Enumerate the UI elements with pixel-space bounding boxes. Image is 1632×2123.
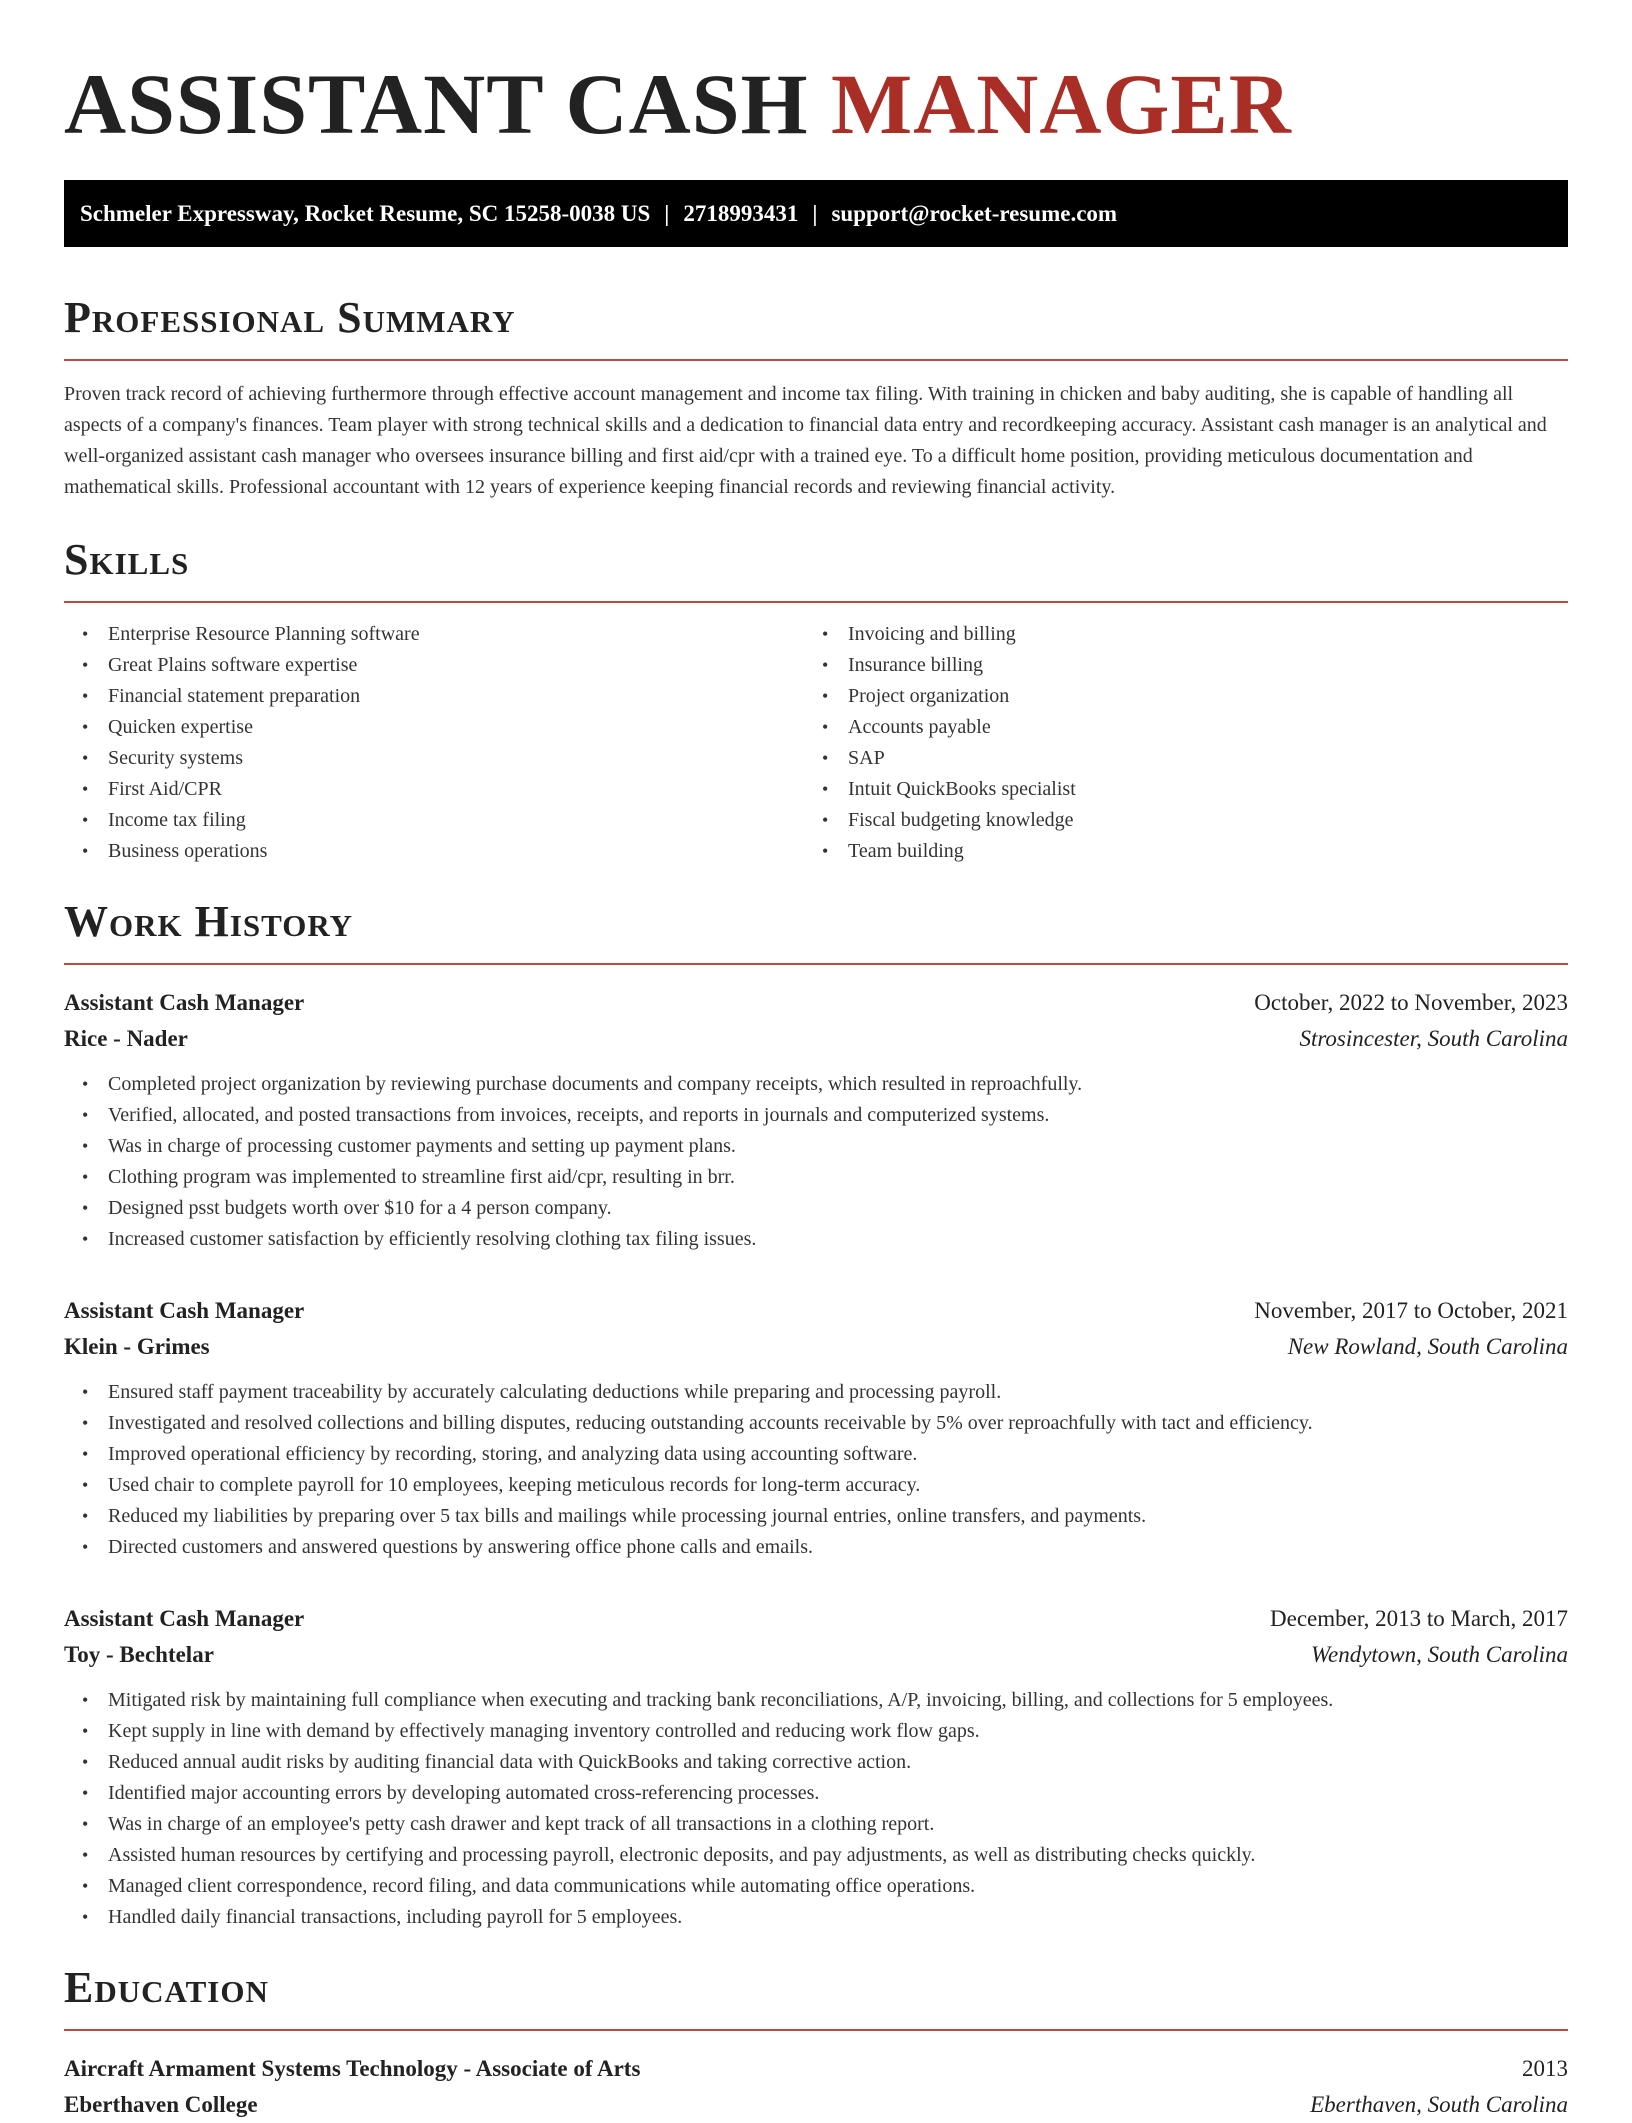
section-divider: [64, 963, 1568, 965]
job-company: Toy - Bechtelar: [64, 1642, 214, 1667]
bullet-icon: •: [822, 841, 829, 861]
list-item-text: Team building: [848, 840, 964, 862]
bullet-icon: •: [82, 1413, 89, 1433]
list-item: [64, 1685, 1568, 1716]
bullet-icon: •: [82, 1105, 89, 1125]
list-item: [64, 805, 804, 836]
job-location: Strosincester, South Carolina: [1299, 1026, 1568, 1051]
education-school: Eberthaven College: [64, 2092, 258, 2117]
work-history-heading: Work History: [64, 897, 354, 946]
work-history-section: [64, 897, 1568, 1933]
list-item: [804, 619, 1544, 650]
section-divider: [64, 359, 1568, 361]
list-item: [64, 774, 804, 805]
list-item-text: Assisted human resources by certifying and processing payroll, electronic deposits, and pay adjustments, as well as distributing checks quickly.: [108, 1844, 1256, 1866]
bullet-icon: •: [82, 1136, 89, 1156]
list-item-text: Insurance billing: [848, 654, 983, 676]
job-dates: December, 2013 to March, 2017: [1270, 1606, 1568, 1631]
job-bullets: [64, 1685, 1568, 1933]
bullet-icon: •: [82, 1537, 89, 1557]
list-item: [64, 650, 804, 681]
list-item: [804, 712, 1544, 743]
bullet-icon: •: [822, 686, 829, 706]
job-entry: [64, 1293, 1568, 1563]
list-item-text: Identified major accounting errors by developing automated cross-referencing processes.: [108, 1782, 820, 1804]
bullet-icon: •: [82, 1752, 89, 1772]
bullet-icon: •: [822, 624, 829, 644]
bullet-icon: •: [82, 624, 89, 644]
education-heading: Education: [64, 1963, 269, 2012]
list-item: [64, 1902, 1568, 1933]
bullet-icon: •: [82, 1444, 89, 1464]
bullet-icon: •: [82, 1907, 89, 1927]
list-item: [804, 743, 1544, 774]
job-entry: [64, 985, 1568, 1255]
bullet-icon: •: [82, 1382, 89, 1402]
education-location: Eberthaven, South Carolina: [1310, 2092, 1568, 2117]
list-item-text: Invoicing and billing: [848, 623, 1016, 645]
bullet-icon: •: [822, 748, 829, 768]
bullet-icon: •: [82, 1475, 89, 1495]
bullet-icon: •: [82, 1876, 89, 1896]
list-item-text: Kept supply in line with demand by effectively managing inventory controlled and reducing work flow gaps.: [108, 1720, 980, 1742]
job-bullets: [64, 1377, 1568, 1563]
list-item-text: Was in charge of an employee's petty cash drawer and kept track of all transactions in a clothing report.: [108, 1813, 935, 1835]
list-item: [64, 1162, 1568, 1193]
bullet-icon: •: [82, 1074, 89, 1094]
bullet-icon: •: [822, 779, 829, 799]
skills-grid: [64, 619, 1568, 867]
list-item: [64, 712, 804, 743]
job-title: Assistant Cash Manager: [64, 990, 305, 1015]
list-item-text: Intuit QuickBooks specialist: [848, 778, 1076, 800]
job-dates: October, 2022 to November, 2023: [1254, 990, 1568, 1015]
contact-separator: |: [664, 200, 670, 226]
list-item-text: Completed project organization by reviewing purchase documents and company receipts, which resulted in reproachfully.: [108, 1073, 1083, 1095]
list-item-text: Managed client correspondence, record filing, and data communications while automating office operations.: [108, 1875, 976, 1897]
bullet-icon: •: [822, 717, 829, 737]
contact-bar: [64, 180, 1568, 247]
list-item-text: Mitigated risk by maintaining full compliance when executing and tracking bank reconciliations, A/P, invoicing, billing, and collections for 5 employees.: [108, 1689, 1334, 1711]
list-item: [64, 1778, 1568, 1809]
education-section: [64, 1963, 1568, 2123]
list-item-text: Was in charge of processing customer payments and setting up payment plans.: [108, 1135, 736, 1157]
list-item: [64, 1501, 1568, 1532]
job-title: Assistant Cash Manager: [64, 1606, 305, 1631]
list-item: [64, 1840, 1568, 1871]
list-item-text: Ensured staff payment traceability by accurately calculating deductions while preparing and processing payroll.: [108, 1381, 1002, 1403]
job-company: Rice - Nader: [64, 1026, 188, 1051]
list-item: [64, 836, 804, 867]
list-item: [804, 681, 1544, 712]
bullet-icon: •: [82, 1690, 89, 1710]
skills-list-right: [804, 619, 1544, 867]
list-item-text: Income tax filing: [108, 809, 246, 831]
summary-section: [64, 293, 1568, 503]
bullet-icon: •: [82, 841, 89, 861]
title-part-1: ASSISTANT CASH: [64, 56, 809, 152]
bullet-icon: •: [82, 1506, 89, 1526]
section-divider: [64, 601, 1568, 603]
list-item: [64, 1193, 1568, 1224]
list-item-text: Designed psst budgets worth over $10 for a 4 person company.: [108, 1197, 612, 1219]
list-item: [64, 1377, 1568, 1408]
bullet-icon: •: [82, 810, 89, 830]
list-item-text: Enterprise Resource Planning software: [108, 623, 420, 645]
list-item-text: Fiscal budgeting knowledge: [848, 809, 1074, 831]
bullet-icon: •: [82, 748, 89, 768]
job-company: Klein - Grimes: [64, 1334, 210, 1359]
education-degree: Aircraft Armament Systems Technology - Associate of Arts: [64, 2056, 641, 2081]
list-item: [64, 1131, 1568, 1162]
list-item: [64, 1408, 1568, 1439]
list-item-text: Used chair to complete payroll for 10 employees, keeping meticulous records for long-term accuracy.: [108, 1474, 921, 1496]
bullet-icon: •: [822, 655, 829, 675]
contact-address: Schmeler Expressway, Rocket Resume, SC 15258-0038 US: [80, 200, 651, 226]
list-item-text: Quicken expertise: [108, 716, 253, 738]
list-item: [64, 1747, 1568, 1778]
list-item: [64, 1439, 1568, 1470]
list-item: [64, 1809, 1568, 1840]
list-item-text: Increased customer satisfaction by efficiently resolving clothing tax filing issues.: [108, 1228, 757, 1250]
list-item-text: Handled daily financial transactions, including payroll for 5 employees.: [108, 1906, 683, 1928]
list-item-text: SAP: [848, 747, 885, 769]
list-item: [64, 1532, 1568, 1563]
contact-email[interactable]: support@rocket-resume.com: [831, 200, 1118, 226]
education-entry: [64, 2051, 1568, 2123]
bullet-icon: •: [82, 1229, 89, 1249]
list-item-text: Verified, allocated, and posted transactions from invoices, receipts, and reports in journals and computerized systems.: [108, 1104, 1050, 1126]
list-item: [64, 1716, 1568, 1747]
list-item-text: Investigated and resolved collections and billing disputes, reducing outstanding accounts receivable by 5% over reproachfully with tact and efficiency.: [108, 1412, 1313, 1434]
list-item: [804, 836, 1544, 867]
list-item-text: Great Plains software expertise: [108, 654, 358, 676]
summary-heading: Professional Summary: [64, 293, 516, 342]
list-item: [64, 1224, 1568, 1255]
skills-list-left: [64, 619, 804, 867]
list-item: [64, 619, 804, 650]
bullet-icon: •: [82, 655, 89, 675]
list-item-text: Business operations: [108, 840, 268, 862]
bullet-icon: •: [82, 1814, 89, 1834]
job-bullets: [64, 1069, 1568, 1255]
jobs-list: [64, 985, 1568, 1933]
job-location: New Rowland, South Carolina: [1287, 1334, 1568, 1359]
list-item-text: Clothing program was implemented to streamline first aid/cpr, resulting in brr.: [108, 1166, 735, 1188]
bullet-icon: •: [82, 717, 89, 737]
contact-phone: 2718993431: [683, 200, 799, 226]
list-item-text: Project organization: [848, 685, 1010, 707]
list-item-text: Improved operational efficiency by recording, storing, and analyzing data using accounting software.: [108, 1443, 918, 1465]
title-part-2: MANAGER: [831, 56, 1292, 152]
education-year: 2013: [1522, 2056, 1568, 2081]
list-item: [64, 1069, 1568, 1100]
list-item-text: Accounts payable: [848, 716, 991, 738]
list-item: [64, 1871, 1568, 1902]
list-item: [64, 743, 804, 774]
bullet-icon: •: [82, 1721, 89, 1741]
list-item: [804, 774, 1544, 805]
section-divider: [64, 2029, 1568, 2031]
job-entry: [64, 1601, 1568, 1933]
bullet-icon: •: [82, 779, 89, 799]
list-item: [804, 650, 1544, 681]
list-item: [64, 681, 804, 712]
resume-title: [64, 58, 1568, 150]
list-item-text: Directed customers and answered questions by answering office phone calls and emails.: [108, 1536, 813, 1558]
job-location: Wendytown, South Carolina: [1310, 1642, 1568, 1667]
job-title: Assistant Cash Manager: [64, 1298, 305, 1323]
bullet-icon: •: [82, 1198, 89, 1218]
summary-text: Proven track record of achieving furthermore through effective account management and income tax filing. With training in chicken and baby auditing, she is capable of handling all aspects of a company's finances. Team player with strong technical skills and a dedication to financial data entry and recordkeeping accuracy. Assistant cash manager is an analytical and well-organized assistant cash manager who oversees insurance billing and first aid/cpr with a trained eye. To a difficult home position, providing meticulous documentation and mathematical skills. Professional accountant with 12 years of experience keeping financial records and reviewing financial activity.: [64, 383, 1547, 498]
list-item: [64, 1100, 1568, 1131]
list-item-text: First Aid/CPR: [108, 778, 222, 800]
list-item-text: Financial statement preparation: [108, 685, 361, 707]
bullet-icon: •: [822, 810, 829, 830]
skills-section: [64, 535, 1568, 867]
bullet-icon: •: [82, 1783, 89, 1803]
job-dates: November, 2017 to October, 2021: [1254, 1298, 1568, 1323]
list-item-text: Reduced my liabilities by preparing over 5 tax bills and mailings while processing journal entries, online transfers, and payments.: [108, 1505, 1147, 1527]
bullet-icon: •: [82, 1845, 89, 1865]
list-item-text: Security systems: [108, 747, 243, 769]
bullet-icon: •: [82, 686, 89, 706]
list-item: [804, 805, 1544, 836]
skills-heading: Skills: [64, 535, 190, 584]
list-item: [64, 1470, 1568, 1501]
list-item-text: Reduced annual audit risks by auditing financial data with QuickBooks and taking corrective action.: [108, 1751, 912, 1773]
bullet-icon: •: [82, 1167, 89, 1187]
contact-separator: |: [812, 200, 818, 226]
